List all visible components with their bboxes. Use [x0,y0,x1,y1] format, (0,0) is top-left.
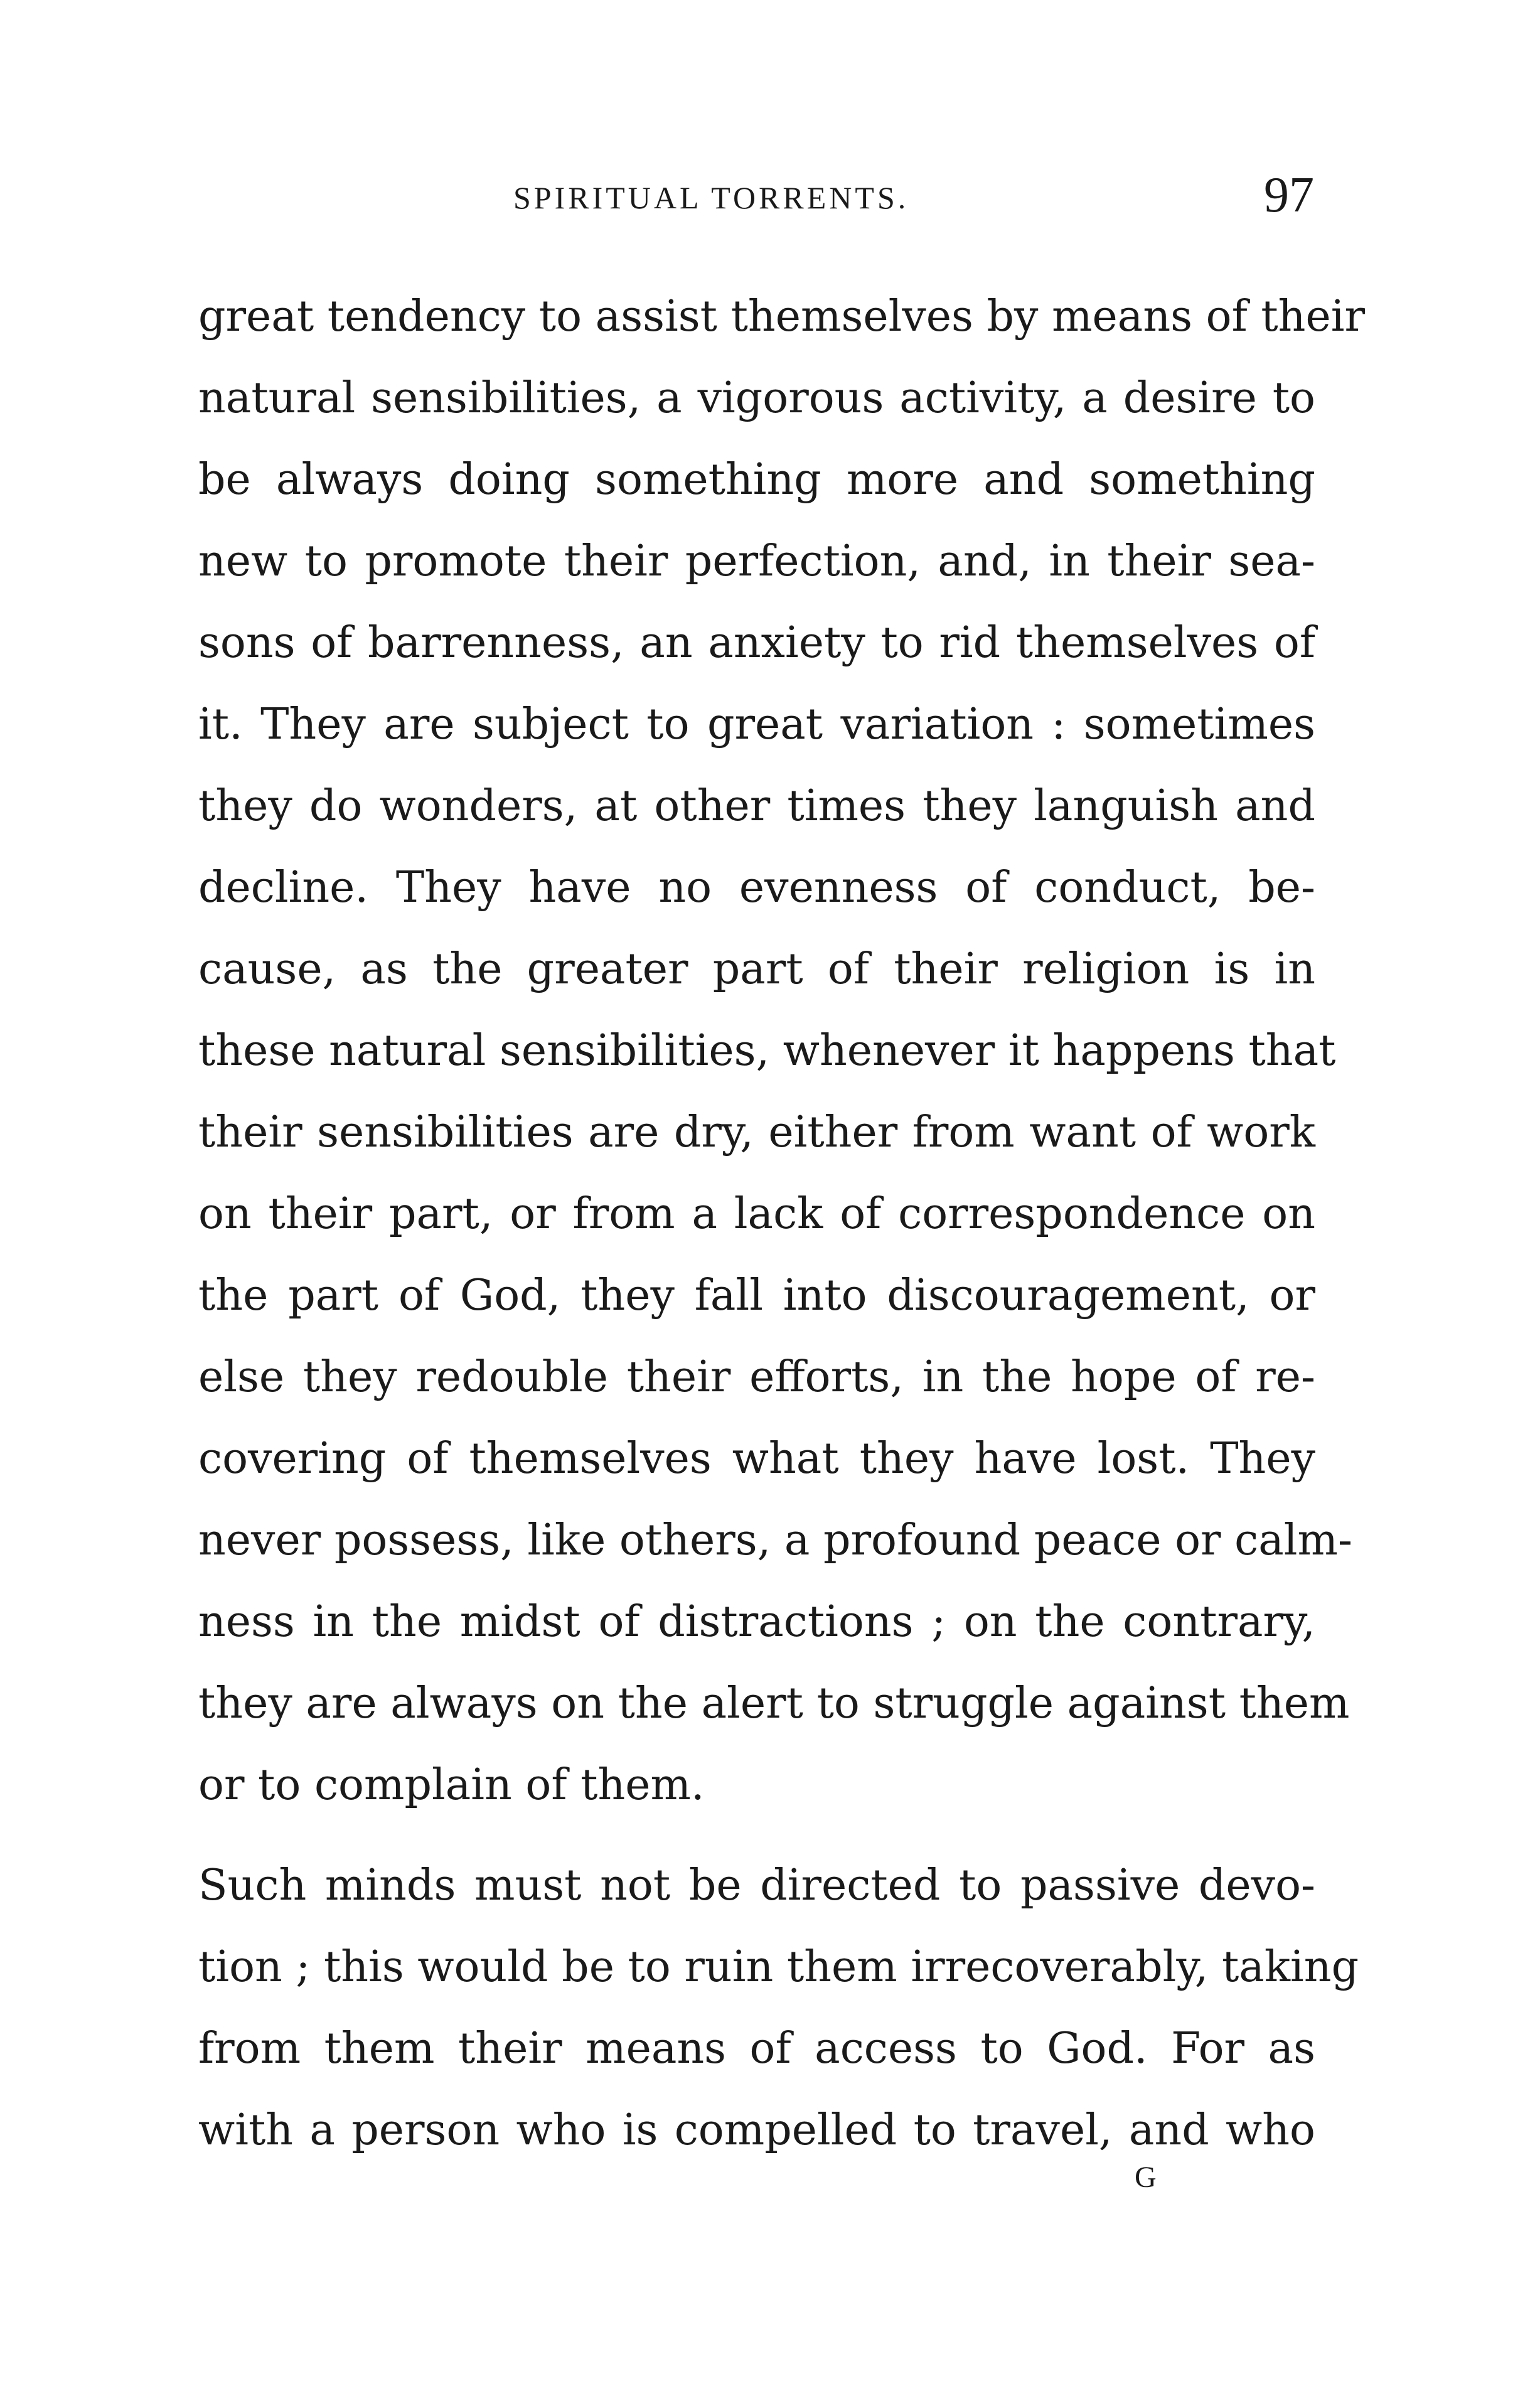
text-line: the part of God, they fall into discouragement, or [198,1271,1315,1320]
text-line: ness in the midst of distractions ; on the contrary, [198,1597,1315,1647]
text-line: be always doing something more and something [198,455,1315,505]
text-line: these natural sensibilities, whenever it happens that [198,1026,1336,1076]
text-line: covering of themselves what they have lost. They [198,1434,1315,1484]
running-title: SPIRITUAL TORRENTS. [513,180,909,215]
text-line: it. They are subject to great variation : sometimes [198,700,1315,749]
text-line: sons of barrenness, an anxiety to rid themselves of [198,618,1315,668]
text-line: natural sensibilities, a vigorous activity, a desire to [198,373,1315,423]
text-line: their sensibilities are dry, either from want of work [198,1108,1315,1157]
text-line: new to promote their perfection, and, in their sea- [198,537,1315,586]
text-line: Such minds must not be directed to passive devo- [198,1861,1315,1910]
text-line: else they redouble their efforts, in the hope of re- [198,1352,1315,1402]
text-line: great tendency to assist themselves by means of their [198,292,1365,341]
paragraph-2 [198,1845,1359,2171]
text-line: they are always on the alert to struggle against them [198,1679,1350,1728]
text-line: never possess, like others, a profound peace or calm- [198,1516,1352,1565]
text-line: with a person who is compelled to travel, and who [198,2105,1315,2155]
page-number: 97 [1264,168,1314,223]
text-line: decline. They have no evenness of conduct, be- [198,863,1315,912]
text-line: they do wonders, at other times they languish and [198,781,1315,831]
body-text [198,276,1365,2171]
paragraph-1 [198,276,1365,1826]
text-line: from them their means of access to God. For as [198,2024,1315,2073]
running-head [198,168,1315,225]
text-line: tion ; this would be to ruin them irrecoverably, taking [198,1942,1359,1992]
signature-mark: G [1135,2161,1158,2194]
text-line: or to complain of them. [198,1760,705,1810]
text-line: cause, as the greater part of their religion is in [198,944,1315,994]
text-line: on their part, or from a lack of correspondence on [198,1189,1315,1239]
